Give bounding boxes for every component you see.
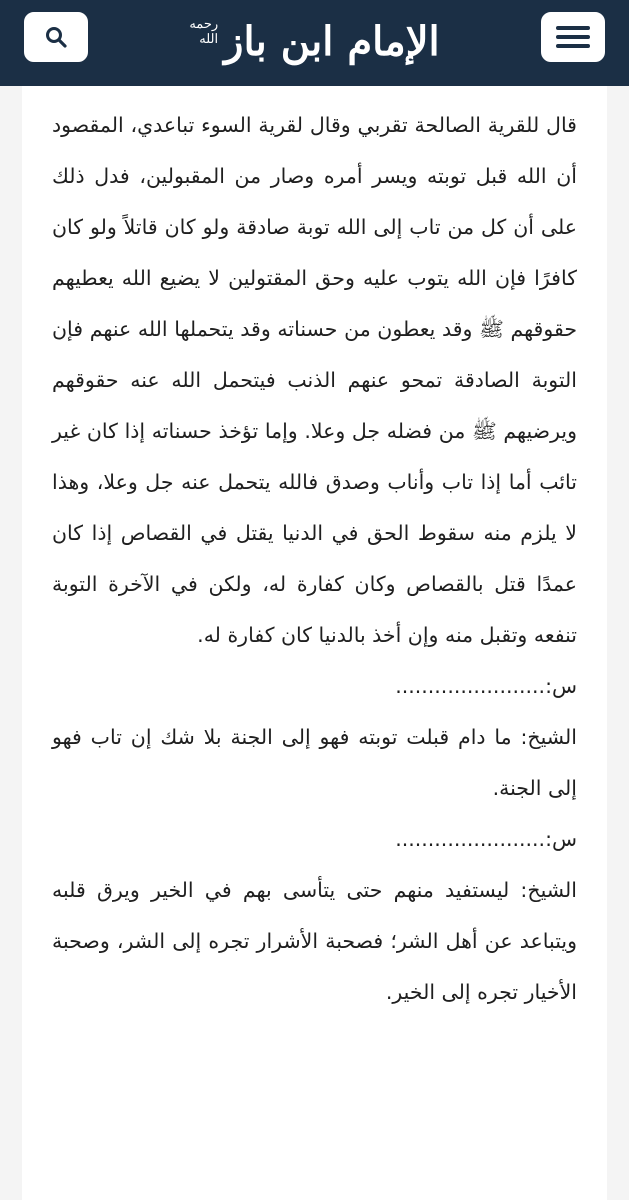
question-line: س:....................... [395,674,577,698]
logo-seal: رحمه الله [189,17,219,47]
hamburger-menu-icon [556,26,590,48]
question-line: س:....................... [395,827,577,851]
search-button[interactable] [24,12,88,62]
answer-paragraph: الشيخ: ليستفيد منهم حتى يتأسى بهم في الخير ويرق قلبه ويتباعد عن أهل الشر؛ فصحبة الأشرار تجره إلى الشر، وصحبة الأخيار تجره إلى الخير. [52,878,577,1004]
search-icon [45,26,67,48]
answer-paragraph: الشيخ: ما دام قبلت توبته فهو إلى الجنة بلا شك إن تاب فهو إلى الجنة. [52,725,577,800]
article-page [22,86,607,1200]
logo-text: الإمام ابن باز [224,17,440,65]
site-header [0,0,629,86]
article-paragraph: قال للقرية الصالحة تقربي وقال لقرية السوء تباعدي، المقصود أن الله قبل توبته ويسر أمره وصار من المقبولين، فدل ذلك على أن كل من تاب إلى الله توبة صادقة ولو كان قاتلاً ولو كان كافرًا فإن الله يتوب عليه وحق المقتولين لا يضيع الله يعطيهم حقوقهم ﷺ وقد يعطون من حسناته وقد يتحملها الله عنهم فإن التوبة الصادقة تمحو عنهم الذنب فيتحمل الله عنه حقوقهم ويرضيهم ﷺ من فضله جل وعلا. وإما تؤخذ حسناته إذا كان غير تائب أما إذا تاب وأناب وصدق فالله يتحمل عنه جل وعلا، وهذا لا يلزم منه سقوط الحق في الدنيا يقتل في القصاص إذا كان عمدًا قتل بالقصاص وكان كفارة له، ولكن في الآخرة التوبة تنفعه وتقبل منه وإن أخذ بالدنيا كان كفارة له. [52,113,577,647]
site-logo[interactable] [189,8,440,74]
article-content [22,86,607,1018]
menu-button[interactable] [541,12,605,62]
